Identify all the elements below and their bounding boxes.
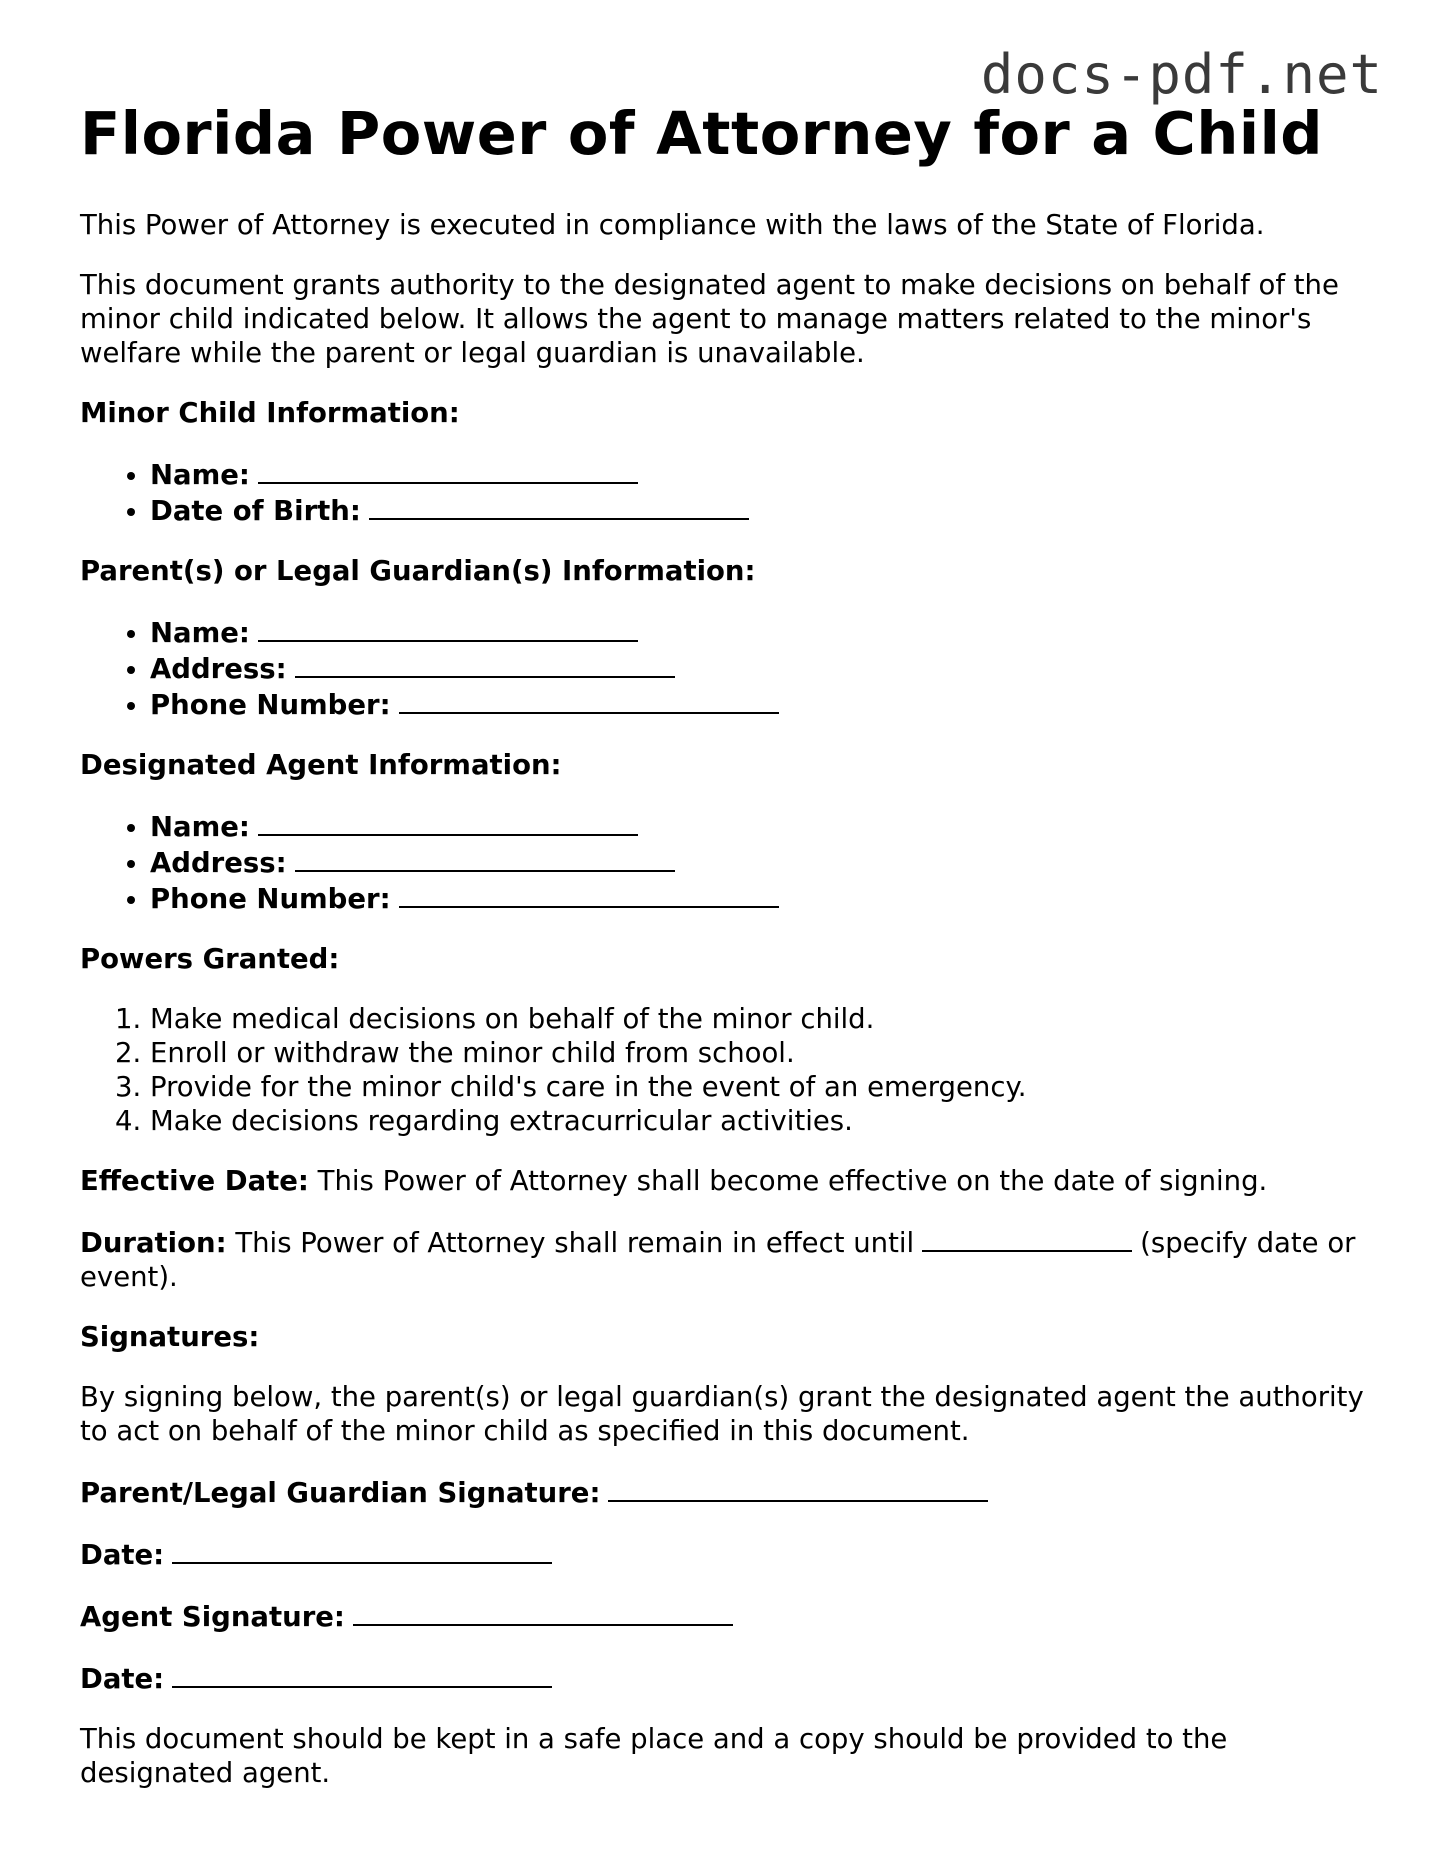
effective-text: This Power of Attorney shall become effective on the date of signing. bbox=[317, 1164, 1268, 1197]
fill-line[interactable] bbox=[369, 492, 749, 520]
watermark: docs-pdf.net bbox=[980, 43, 1383, 106]
fill-line[interactable] bbox=[258, 808, 638, 836]
field-label: Address: bbox=[150, 846, 287, 879]
minor-name-field bbox=[150, 456, 1370, 492]
agent-date-line bbox=[80, 1660, 1370, 1696]
fill-line[interactable] bbox=[295, 844, 675, 872]
fill-line[interactable] bbox=[172, 1536, 552, 1564]
duration-label: Duration: bbox=[80, 1226, 227, 1259]
minor-fields bbox=[80, 456, 1370, 528]
parent-signature-line bbox=[80, 1474, 1370, 1510]
field-label: Phone Number: bbox=[150, 882, 391, 915]
page-title: Florida Power of Attorney for a Child bbox=[80, 99, 1324, 168]
parent-phone-field bbox=[150, 686, 1370, 722]
powers-list bbox=[80, 1002, 1370, 1138]
parent-fields bbox=[80, 614, 1370, 722]
agent-signature-line bbox=[80, 1598, 1370, 1634]
agent-fields bbox=[80, 808, 1370, 916]
fill-line[interactable] bbox=[922, 1224, 1132, 1252]
parent-date-line bbox=[80, 1536, 1370, 1572]
agent-name-field bbox=[150, 808, 1370, 844]
fill-line[interactable] bbox=[295, 650, 675, 678]
fill-line[interactable] bbox=[258, 614, 638, 642]
minor-dob-field bbox=[150, 492, 1370, 528]
field-label: Name: bbox=[150, 458, 250, 491]
signatures-text: By signing below, the parent(s) or legal guardian(s) grant the designated agent the authority to act on behalf of the minor child as specified in this document. bbox=[80, 1380, 1364, 1447]
effective-label: Effective Date: bbox=[80, 1164, 309, 1197]
field-label: Phone Number: bbox=[150, 688, 391, 721]
fill-line[interactable] bbox=[258, 456, 638, 484]
intro-paragraph-1: This Power of Attorney is executed in compliance with the laws of the State of Florida. bbox=[80, 208, 1265, 241]
power-item: 3. Provide for the minor child's care in the event of an emergency. bbox=[150, 1070, 1370, 1104]
duration-text-after: (specify date or event). bbox=[80, 1226, 1356, 1293]
closing-paragraph: This document should be kept in a safe place and a copy should be provided to the designated agent. bbox=[80, 1722, 1228, 1789]
fill-line[interactable] bbox=[399, 880, 779, 908]
fill-line[interactable] bbox=[399, 686, 779, 714]
parent-heading: Parent(s) or Legal Guardian(s) Information: bbox=[80, 554, 756, 587]
power-item: 1. Make medical decisions on behalf of the minor child. bbox=[150, 1002, 1370, 1036]
field-label: Agent Signature: bbox=[80, 1600, 345, 1633]
agent-heading: Designated Agent Information: bbox=[80, 748, 562, 781]
fill-line[interactable] bbox=[353, 1598, 733, 1626]
field-label: Name: bbox=[150, 616, 250, 649]
agent-phone-field bbox=[150, 880, 1370, 916]
field-label: Date: bbox=[80, 1662, 165, 1695]
parent-name-field bbox=[150, 614, 1370, 650]
duration bbox=[80, 1224, 1370, 1294]
fill-line[interactable] bbox=[172, 1660, 552, 1688]
power-item: 2. Enroll or withdraw the minor child from school. bbox=[150, 1036, 1370, 1070]
power-item: 4. Make decisions regarding extracurricular activities. bbox=[150, 1104, 1370, 1138]
field-label: Date: bbox=[80, 1538, 165, 1571]
agent-address-field bbox=[150, 844, 1370, 880]
duration-text: This Power of Attorney shall remain in effect until bbox=[235, 1226, 915, 1259]
field-label: Date of Birth: bbox=[150, 494, 361, 527]
document-page bbox=[80, 100, 1370, 1816]
field-label: Name: bbox=[150, 810, 250, 843]
signatures-heading: Signatures: bbox=[80, 1320, 260, 1353]
effective-date bbox=[80, 1164, 1370, 1198]
powers-heading: Powers Granted: bbox=[80, 942, 340, 975]
field-label: Address: bbox=[150, 652, 287, 685]
parent-address-field bbox=[150, 650, 1370, 686]
field-label: Parent/Legal Guardian Signature: bbox=[80, 1476, 601, 1509]
intro-paragraph-2: This document grants authority to the designated agent to make decisions on behalf of the minor child indicated below. It allows the agent to manage matters related to the minor's welfare while the parent or legal guardian is unavailable. bbox=[80, 268, 1339, 369]
minor-heading: Minor Child Information: bbox=[80, 396, 460, 429]
fill-line[interactable] bbox=[608, 1474, 988, 1502]
